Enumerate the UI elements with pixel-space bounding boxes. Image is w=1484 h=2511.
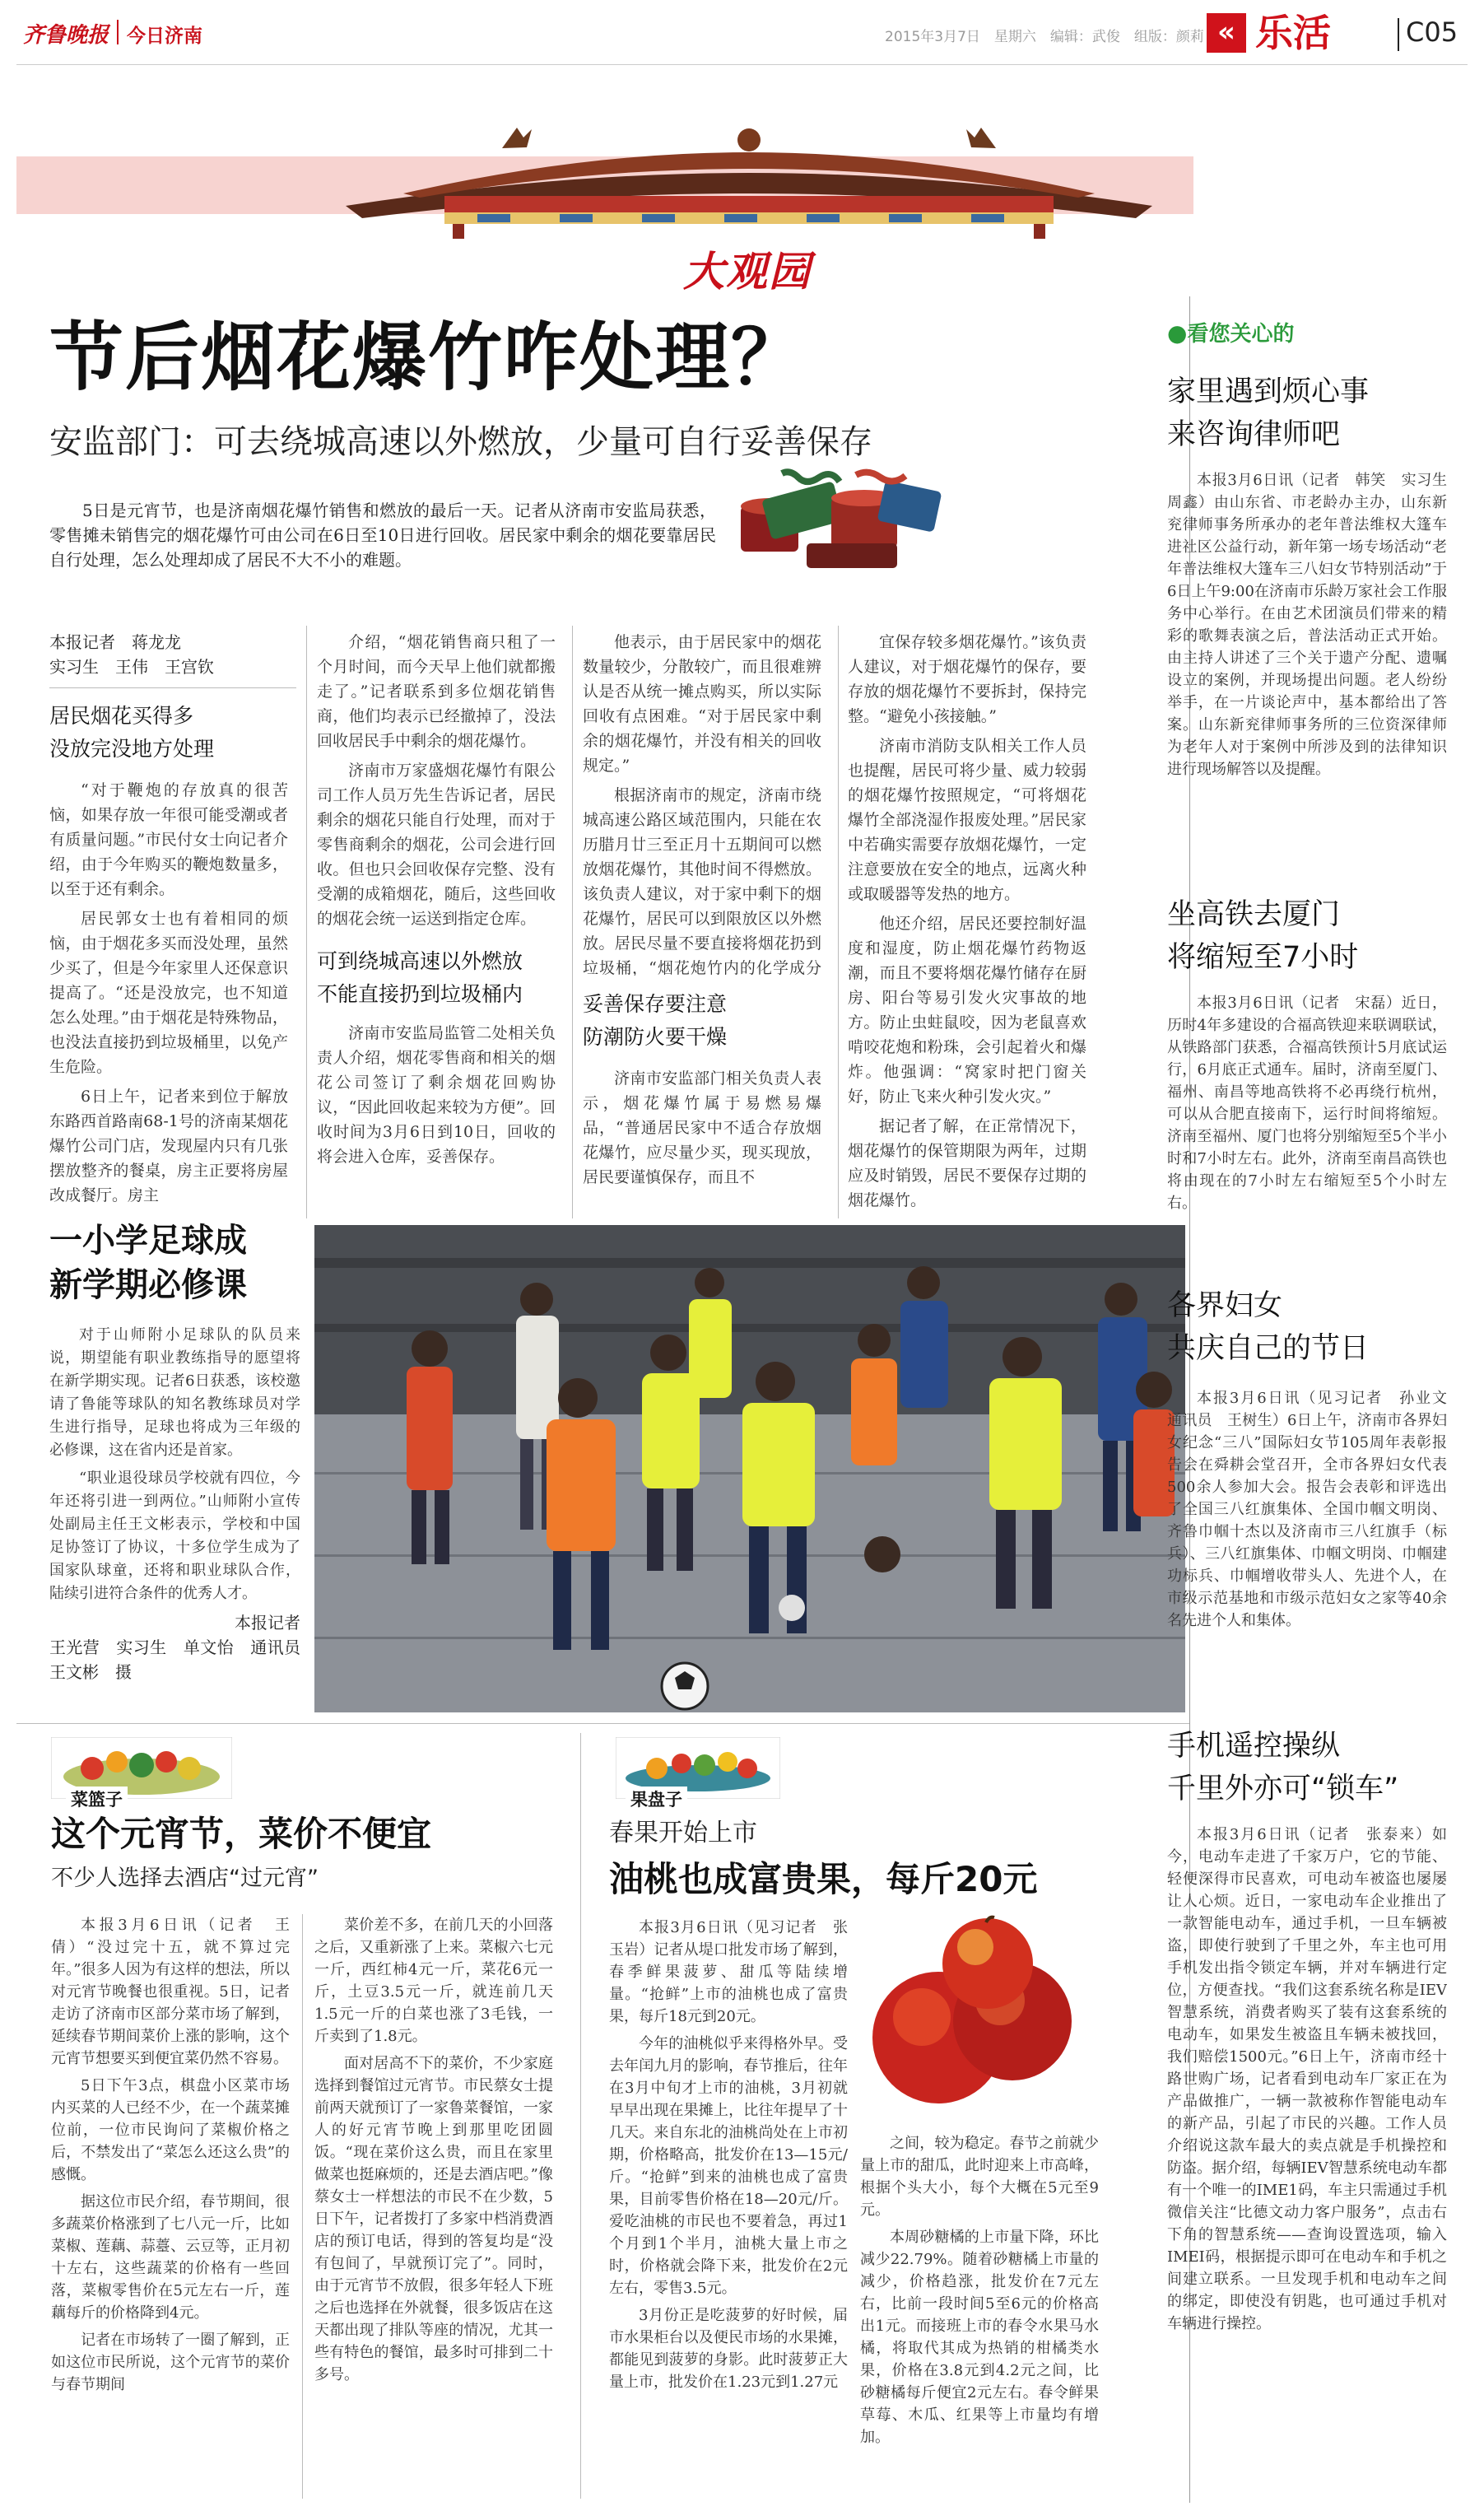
byline-interns: 实习生 王伟 王宫钦 bbox=[49, 657, 214, 677]
sidebar-item-title-line-2: 来咨询律师吧 bbox=[1167, 418, 1341, 451]
paragraph: 本报3月6日讯（记者 张泰来）如今，电动车走进了千家万户，它的节能、轻便深得市民喜欢，可电动车被盗也屡屡让人心烦。近日，一家电动车企业推出了一款智能电动车，通过手机，一旦车辆被盗，即使行驶到了千里之外，车主也可用手机发出指令锁定车辆，并对车辆进行定位，方便查找。“我们这套系统名称是IEV智慧系统，消费者购买了装有这套系统的电动车，如果发生被盗且车辆未被找回，我们赔偿1500元。”6日上午，济南市经十路世购广场，记者看到电动车厂家正在为产品做推广，一辆一款被称作智能电动车的新产品，引起了市民的兴趣。工作人员介绍说这款车最大的卖点就是手机操控和防盗。据介绍，每辆IEV智慧系统电动车都有一个唯一的IME1码，车主只需通过手机微信关注“比德文动力客户服务”，点击右下角的智慧系统——查询设置选项，输入IMEI码，根据提示即可在电动车和手机之间建立联系。一旦发现手机和电动车之间的绑定，即使没有钥匙，也可通过手机对车辆进行操控。 bbox=[1167, 1826, 1447, 2332]
paragraph: “职业退役球员学校就有四位，今年还将引进一到两位。”山师附小宣传处副局主任王文彬表示，学校和中国足协签订了协议，十多位学生成为了国家队球童，还将和职业球队合作，陆续引进符合条件的优秀人才。 bbox=[49, 1470, 300, 1602]
subhead-2-line-1: 可到绕城高速以外燃放 bbox=[317, 949, 523, 973]
subhead-3-line-2: 防潮防火要干燥 bbox=[583, 1025, 728, 1049]
paragraph: 5日下午3点，棋盘小区菜市场内买菜的人已经不少，在一个蔬菜摊位前，一位市民询问了菜椒价格之后，不禁发出了“菜怎么还这么贵”的感慨。 bbox=[51, 2077, 290, 2183]
sidebar-item-title-line-2: 千里外亦可“锁车” bbox=[1167, 1773, 1399, 1805]
paragraph: 济南市万家盛烟花爆竹有限公司工作人员万先生告诉记者，居民剩余的烟花只能自行处理，而对于零售商剩余的烟花，公司会进行回收。但也只会回收保存完整、没有受潮的成箱烟花，随后，这些回收的烟花会统一运送到指定仓库。 bbox=[317, 762, 556, 928]
main-subtitle: 安监部门：可去绕城高速以外燃放，少量可自行妥善保存 bbox=[49, 423, 872, 461]
sidebar-item-body bbox=[1167, 469, 1447, 864]
paragraph: 本报3月6日讯（记者 韩笑 实习生 周鑫）由山东省、市老龄办主办，山东新兖律师事务所承办的老年普法维权大篷车进社区公益行动，新年第一场专场活动“老年普法维权大篷车三八妇女节特别活动”于6日上午9:00在济南市乐龄万家社会工作服务中心举行。在由艺术团演员们带来的精彩的歌舞表演之后，普法活动正式开始。由主持人讲述了三个关于遗产分配、遗嘱设立的案例，并现场提出问题。老人纷纷举手，在一片谈论声中，基本都给出了答案。山东新兖律师事务所的三位资深律师为老年人对于案例中所涉及到的法律知识进行现场解答以及提醒。 bbox=[1167, 472, 1447, 778]
page-meta: 2015年3月7日 星期六 编辑：武俊 组版：颜莉 bbox=[885, 29, 1204, 45]
football-body bbox=[49, 1324, 300, 1703]
paragraph: 宜保存较多烟花爆竹。”该负责人建议，对于烟花爆竹的保存，要存放的烟花爆竹不要拆封，保持完整。“避免小孩接触。” bbox=[848, 633, 1086, 725]
main-column-3 bbox=[583, 630, 821, 976]
main-column-3b bbox=[583, 1066, 821, 1218]
subhead-3-line-1: 妥善保存要注意 bbox=[583, 992, 728, 1016]
sidebar-item-title-line-2: 将缩短至7小时 bbox=[1167, 941, 1359, 974]
football-byline-1: 本报记者 bbox=[235, 1613, 300, 1633]
sidebar-item-title-line-1: 坐高铁去厦门 bbox=[1167, 898, 1341, 931]
sidebar-item-body bbox=[1167, 992, 1447, 1256]
main-byline bbox=[49, 630, 296, 679]
fruit-column-1 bbox=[609, 1917, 848, 2499]
paragraph: 菜价差不多，在前几天的小回落之后，又重新涨了上来。菜椒六七元一斤，西红柿4元一斤，菜花6元一斤，土豆3.5元一斤，就连前几天1.5元一斤的白菜也涨了3毛钱，一斤卖到了1.8元。 bbox=[314, 1917, 553, 2045]
fruit-tag: 果盘子 bbox=[626, 1787, 687, 1811]
section-chevron-icon: « bbox=[1207, 13, 1246, 53]
fruit-kicker: 春果开始上市 bbox=[609, 1819, 757, 1847]
sidebar-item-title-line-1: 各界妇女 bbox=[1167, 1289, 1283, 1322]
paragraph: 面对居高不下的菜价，不少家庭选择到餐馆过元宵节。市民蔡女士提前两天就预订了一家鲁菜餐馆，一家人的好元宵节晚上到那里吃团圆饭。“现在菜价这么贵，而且在家里做菜也挺麻烦的，还是去酒店吧。”像蔡女士一样想法的市民不在少数，5日下午，记者拨打了多家中档消费酒店的预订电话，得到的答复均是“没有包间了，早就预订完了”。同时，由于元宵节不放假，很多年轻人下班之后也选择在外就餐，很多饭店在这天都出现了排队等座的情况，尤其一些有特色的餐馆，最多时可排到二十多号。 bbox=[314, 2055, 553, 2383]
sidebar-item-title-line-2: 共庆自己的节日 bbox=[1167, 1332, 1370, 1365]
veg-column-1 bbox=[51, 1914, 290, 2499]
paragraph: 记者在市场转了一圈了解到，正如这位市民所说，这个元宵节的菜价与春节期间 bbox=[51, 2332, 290, 2393]
paragraph: 6日上午，记者来到位于解放东路西首路南68-1号的济南某烟花爆竹公司门店，发现屋内只有几张摆放整齐的餐桌，房主正要将房屋改成餐厅。房主 bbox=[49, 1088, 288, 1204]
page-number: C05 bbox=[1406, 16, 1458, 48]
nectarine-photo bbox=[848, 1914, 1095, 2120]
paragraph: 3月份正是吃菠萝的好时候，届市水果柜台以及便民市场的水果摊，都能见到菠萝的身影。此时菠萝正大量上市，批发价在1.23元到1.27元 bbox=[609, 2307, 848, 2391]
paragraph: 济南市消防支队相关工作人员也提醒，居民可将少量、威力较弱的烟花爆竹按照规定，“可将烟花爆竹全部浇湿作报废处理。”居民家中若确实需要存放烟花爆竹，一定注意要放在安全的地点，远离火种或取暖器等发热的地方。 bbox=[848, 737, 1086, 903]
main-column-2b bbox=[317, 1021, 556, 1218]
sidebar-item-title-line-1: 手机遥控操纵 bbox=[1167, 1730, 1341, 1763]
paragraph: 济南市安监部门相关负责人表示，烟花爆竹属于易燃易爆品，“普通居民家中不适合存放烟花爆竹，应尽量少买，现买现放，居民要谨慎保存，而且不 bbox=[583, 1069, 821, 1186]
paragraph: 他还介绍，居民还要控制好温度和湿度，防止烟花爆竹药物返潮，而且不要将烟花爆竹储存在厨房、阳台等易引发火灾事故的地方。防止虫蛀鼠咬，因为老鼠喜欢啃咬花炮和粉珠，会引起着火和爆炸。他强调：“窝家时把门窗关好，防止飞来火种引发火灾。” bbox=[848, 915, 1086, 1106]
paragraph: 居民郭女士也有着相同的烦恼，由于烟花多买而没处理，虽然少买了，但是今年家里人还保意识提高了。“还是没放完，也不知道怎么处理。”由于烟花是特殊物品，也没法直接扔到垃圾桶里，以免产生危险。 bbox=[49, 910, 288, 1076]
edition-label: 今日济南 bbox=[127, 26, 202, 47]
paragraph: 介绍，“烟花销售商只租了一个月时间，而今天早上他们就都搬走了。”记者联系到多位烟花销售商，他们均表示已经撤掉了，没法回收居民手中剩余的烟花爆竹。 bbox=[317, 633, 556, 750]
football-title bbox=[49, 1218, 313, 1307]
football-title-line-1: 一小学足球成 bbox=[49, 1222, 247, 1260]
lead-paragraph: 5日是元宵节，也是济南烟花爆竹销售和燃放的最后一天。记者从济南市安监局获悉，零售摊未销售完的烟花爆竹可由公司在6日至10日进行回收。居民家中剩余的烟花要靠居民自行处理，怎么处理却成了居民不大不小的难题。 bbox=[49, 501, 716, 570]
pagoda-roof-illustration bbox=[313, 115, 1185, 239]
sidebar-item bbox=[1167, 1284, 1447, 1370]
sidebar-item bbox=[1167, 370, 1447, 456]
column-divider bbox=[302, 1914, 303, 2499]
paragraph: “对于鞭炮的存放真的很苦恼，如果存放一年很可能受潮或者有质量问题。”市民付女士向记者介绍，由于今年购买的鞭炮数量多，以至于还有剩余。 bbox=[49, 781, 288, 898]
paragraph: 本报3月6日讯（记者 宋磊）近日，历时4年多建设的合福高铁迎来联调联试，从铁路部门获悉，合福高铁预计5月底试运行，6月底正式通车。届时，济南至厦门、福州、南昌等地高铁将不必再绕行杭州，可以从合肥直接南下，运行时间将缩短。济南至福州、厦门也将分别缩短至5个半小时和7小时左右。此外，济南至南昌高铁也将由现在的7小时左右缩短至5个小时左右。 bbox=[1167, 995, 1447, 1212]
paper-name: 齐鲁晚报 bbox=[23, 23, 109, 48]
paragraph: 对于山师附小足球队的队员来说，期望能有职业教练指导的愿望将在新学期实现。记者6日获悉，该校邀请了鲁能等球队的知名教练球员对学生进行指导，足球也将成为三年级的必修课，这在省内还是首家。 bbox=[49, 1326, 300, 1459]
subhead-2-line-2: 不能直接扔到垃圾桶内 bbox=[317, 982, 523, 1006]
sidebar-item-body bbox=[1167, 1824, 1447, 2499]
fireworks-photo bbox=[733, 465, 955, 580]
subhead-1 bbox=[49, 700, 296, 766]
byline-reporter: 本报记者 蒋龙龙 bbox=[49, 632, 181, 652]
paragraph: 据这位市民介绍，春节期间，很多蔬菜价格涨到了七八元一斤，比如菜椒、莲藕、蒜薹、云豆等，正月初十左右，这些蔬菜的价格有一些回落，菜椒零售价在5元左右一斤，莲藕每斤的价格降到4元。 bbox=[51, 2193, 290, 2322]
column-name: 大观园 bbox=[683, 247, 812, 296]
story-divider bbox=[580, 1733, 581, 2499]
sidebar-item bbox=[1167, 893, 1447, 979]
football-title-line-2: 新学期必修课 bbox=[49, 1266, 247, 1304]
column-divider bbox=[572, 626, 573, 1218]
veg-tag: 菜篮子 bbox=[66, 1787, 128, 1811]
sidebar-item-body bbox=[1167, 1387, 1447, 1679]
paragraph: 根据济南市的规定，济南市绕城高速公路区域范围内，只能在农历腊月廿三至正月十五期间可以燃放烟花爆竹，其他时间不得燃放。该负责人建议，对于家中剩下的烟花爆竹，居民可以到限放区以外燃放。居民尽量不要直接将烟花扔到垃圾桶，“烟花炮竹内的化学成分 bbox=[583, 786, 821, 976]
column-divider bbox=[838, 626, 839, 1218]
paragraph: 济南市安监局监管二处相关负责人介绍，烟花零售商和相关的烟花公司签订了剩余烟花回购协议，“因此回收起来较为方便”。回收时间为3月6日到10日，回收的将会进入仓库，妥善保存。 bbox=[317, 1024, 556, 1166]
main-lead bbox=[49, 498, 716, 577]
column-divider bbox=[306, 626, 307, 1218]
paragraph: 据记者了解，在正常情况下，烟花爆竹的保管期限为两年，过期应及时销毁，居民不要保存过期的烟花爆竹。 bbox=[848, 1117, 1086, 1209]
subhead-1-line-2: 没放完没地方处理 bbox=[49, 737, 215, 761]
paragraph: 本报3月6日讯（记者 王倩）“没过完十五，就不算过完年。”很多人因为有这样的想法，所以对元宵节晚餐也很重视。5日，记者走访了济南市区部分菜市场了解到，延续春节期间菜价上涨的影响，这个元宵节想要买到便宜菜仍然不容易。 bbox=[51, 1917, 290, 2067]
header-right-separator bbox=[1398, 18, 1399, 51]
sidebar-heading-text: 看您关心的 bbox=[1187, 322, 1295, 347]
fruit-title: 油桃也成富贵果，每斤20元 bbox=[609, 1859, 1038, 1899]
section-rule bbox=[16, 1723, 1189, 1724]
sidebar-item-title-line-1: 家里遇到烦心事 bbox=[1167, 375, 1370, 408]
page-header bbox=[0, 0, 1484, 66]
fruit-column-2 bbox=[860, 2132, 1099, 2499]
paragraph: 本报3月6日讯（见习记者 张玉岩）记者从堤口批发市场了解到，春季鲜果菠萝、甜瓜等陆续增量。“抢鲜”上市的油桃也成了富贵果，每斤18元到20元。 bbox=[609, 1919, 848, 2025]
paragraph: 之间，较为稳定。春节之前就少量上市的甜瓜，此时迎来上市高峰，根据个头大小，每个大概在5元至9元。 bbox=[860, 2135, 1099, 2219]
main-column-2 bbox=[317, 630, 556, 934]
veg-title: 这个元宵节，菜价不便宜 bbox=[51, 1814, 432, 1854]
bullet-icon: ● bbox=[1167, 319, 1188, 347]
main-title: 节后烟花爆竹咋处理？ bbox=[49, 314, 807, 401]
football-byline-2: 王光营 实习生 单文怡 通讯员 王文彬 摄 bbox=[49, 1638, 300, 1682]
section-name: 乐活 bbox=[1255, 11, 1331, 55]
paragraph: 今年的油桃似乎来得格外早。受去年闰九月的影响，春节推后，往年在3月中旬才上市的油桃，3月初就早早出现在果摊上，比往年提早了十几天。来自东北的油桃尚处在上市初期，价格略高，批发价在13—15元/斤。“抢鲜”到来的油桃也成了富贵果，目前零售价格在18—20元/斤。爱吃油桃的市民也不要着急，再过1个月到1个半月，油桃大量上市之时，价格就会降下来，批发价在2元左右，零售3.5元。 bbox=[609, 2035, 848, 2297]
paragraph: 本周砂糖橘的上市量下降，环比减少22.79%。随着砂糖橘上市量的减少，价格趋涨，批发价在7元左右，比前一段时间5至6元的价格高出1元。而接班上市的春令水果马水橘，将取代其成为热销的柑橘类水果，价格在3.8元到4.2元之间，比砂糖橘每斤便宜2元左右。春令鲜果草莓、木瓜、红果等上市量均有增加。 bbox=[860, 2229, 1099, 2446]
subhead-2 bbox=[317, 945, 564, 1011]
header-rule bbox=[16, 64, 1468, 65]
paragraph: 他表示，由于居民家中的烟花数量较少，分散较广，而且很难辨认是否从统一摊点购买，所以实际回收有点困难。“对于居民家中剩余的烟花爆竹，并没有相关的回收规定。” bbox=[583, 633, 821, 775]
main-byline-rule bbox=[49, 687, 296, 688]
main-column-1 bbox=[49, 778, 288, 1218]
main-column-4 bbox=[848, 630, 1086, 1218]
football-photo bbox=[314, 1225, 1185, 1712]
header-separator bbox=[117, 20, 119, 44]
subhead-3 bbox=[583, 988, 830, 1054]
sidebar-heading bbox=[1167, 317, 1294, 347]
subhead-1-line-1: 居民烟花买得多 bbox=[49, 704, 194, 728]
paragraph: 本报3月6日讯（见习记者 孙业文 通讯员 王树生）6日上午，济南市各界妇女纪念“三八”国际妇女节105周年表彰报告会在舜耕会堂召开，全市各界妇女代表500余人参加大会。报告会表彰和评选出了全国三八红旗集体、全国巾帼文明岗、齐鲁巾帼十杰以及济南市三八红旗手（标兵）、三八红旗集体、巾帼文明岗、巾帼建功标兵、巾帼增收带头人、先进个人，在市级示范基地和市级示范妇女之家等40余名先进个人和集体。 bbox=[1167, 1390, 1447, 1629]
veg-subtitle: 不少人选择去酒店“过元宵” bbox=[51, 1866, 319, 1891]
veg-column-2 bbox=[314, 1914, 553, 2499]
sidebar-item bbox=[1167, 1725, 1447, 1810]
